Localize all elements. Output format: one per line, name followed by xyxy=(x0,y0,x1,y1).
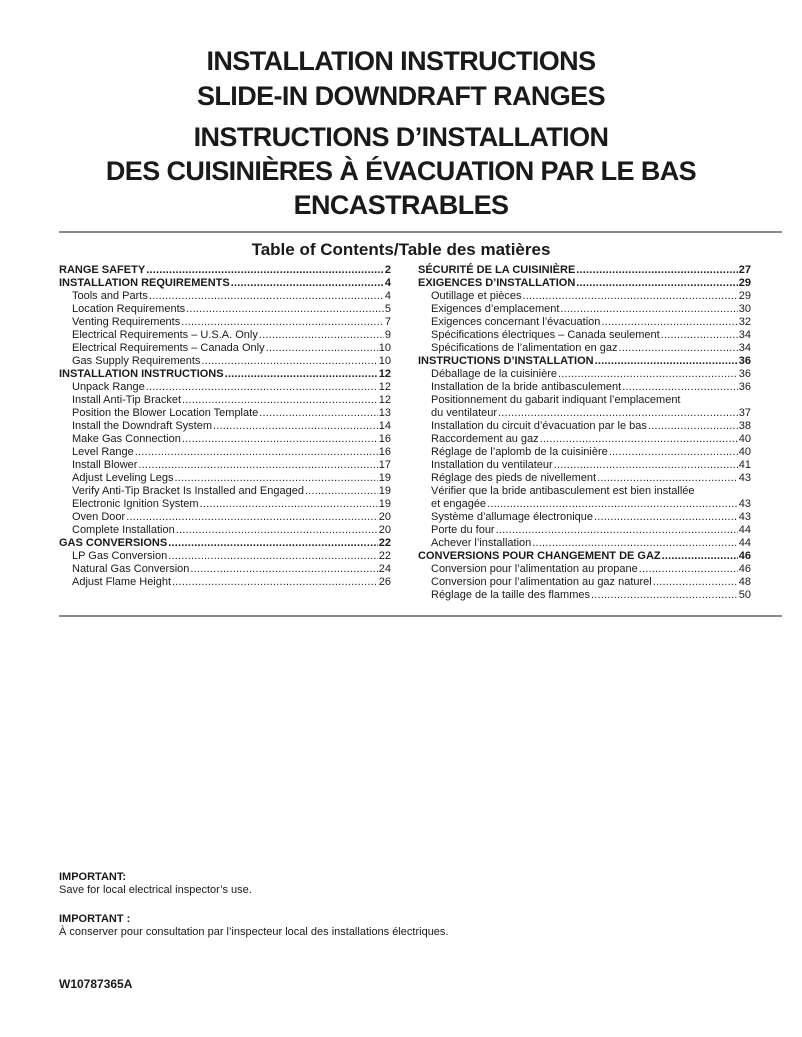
toc-page-number: 30 xyxy=(738,303,751,315)
toc-page-number: 19 xyxy=(378,472,391,484)
toc-dot-leader xyxy=(201,355,377,368)
toc-entry xyxy=(418,472,751,485)
toc-page-number: 13 xyxy=(378,407,391,419)
toc-entry-title: Spécifications électriques – Canada seulement xyxy=(431,329,660,341)
toc-section-entry xyxy=(418,355,751,368)
toc-entry-title: Système d’allumage électronique xyxy=(431,511,594,523)
toc-entry xyxy=(59,563,391,576)
toc-dot-leader xyxy=(126,511,378,524)
toc-entry-title: Electrical Requirements – U.S.A. Only xyxy=(72,329,258,341)
toc-page-number: 36 xyxy=(738,355,751,367)
toc-entry xyxy=(59,407,391,420)
toc-entry xyxy=(418,459,751,472)
important-text-fr: À conserver pour consultation par l’inspecteur local des installations électriques. xyxy=(59,926,449,938)
toc-dot-leader xyxy=(135,446,378,459)
toc-dot-leader xyxy=(225,368,378,381)
toc-page-number: 4 xyxy=(384,277,391,289)
toc-page-number: 50 xyxy=(738,589,751,601)
toc-entry xyxy=(418,381,751,394)
toc-page-number: 20 xyxy=(378,511,391,523)
toc-entry xyxy=(418,537,751,550)
title-block xyxy=(0,44,802,222)
toc-entry-title: Achever l’installation xyxy=(431,537,532,549)
toc-entry-title: Position the Blower Location Template xyxy=(72,407,259,419)
toc-page-number: 22 xyxy=(378,537,391,549)
toc-dot-leader xyxy=(554,459,738,472)
toc-dot-leader xyxy=(175,472,378,485)
toc-entry xyxy=(59,381,391,394)
toc-entry-title: Gas Supply Requirements xyxy=(72,355,201,367)
toc-dot-leader xyxy=(213,420,378,433)
toc-section-entry xyxy=(418,550,751,563)
english-title xyxy=(0,44,802,114)
top-divider xyxy=(59,231,782,233)
toc-entry xyxy=(59,355,391,368)
title-fr-line-2: DES CUISINIÈRES À ÉVACUATION PAR LE BAS xyxy=(105,156,697,186)
toc-section-entry xyxy=(59,277,391,290)
toc-section-entry xyxy=(59,264,391,277)
toc-dot-leader xyxy=(662,550,738,563)
toc-entry xyxy=(418,316,751,329)
toc-entry xyxy=(418,290,751,303)
toc-dot-leader xyxy=(146,264,384,277)
toc-dot-leader xyxy=(619,342,738,355)
toc-dot-leader xyxy=(172,576,378,589)
toc-page-number: 36 xyxy=(738,368,751,380)
toc-entry xyxy=(418,433,751,446)
toc-dot-leader xyxy=(498,407,738,420)
toc-dot-leader xyxy=(532,537,737,550)
toc-dot-leader xyxy=(259,407,377,420)
toc-entry-title: Natural Gas Conversion xyxy=(72,563,190,575)
toc-entry-title: Conversion pour l’alimentation au gaz naturel xyxy=(431,576,652,588)
title-en-line-1: INSTALLATION INSTRUCTIONS xyxy=(206,46,596,76)
toc-page-number: 43 xyxy=(738,498,751,510)
toc-dot-leader xyxy=(168,537,378,550)
toc-entry xyxy=(59,446,391,459)
toc-entry xyxy=(59,303,391,316)
important-label-fr: IMPORTANT : xyxy=(59,913,131,925)
toc-column-english xyxy=(59,264,391,589)
toc-entry xyxy=(418,342,751,355)
toc-page-number: 9 xyxy=(384,329,391,341)
toc-dot-leader xyxy=(639,563,738,576)
toc-column-french xyxy=(418,264,751,602)
toc-dot-leader xyxy=(190,563,377,576)
toc-page-number: 10 xyxy=(378,355,391,367)
toc-entry-title: Install the Downdraft System xyxy=(72,420,213,432)
toc-entry xyxy=(418,576,751,589)
toc-entry-title: Install Blower xyxy=(72,459,138,471)
toc-dot-leader xyxy=(595,355,738,368)
toc-entry-title: LP Gas Conversion xyxy=(72,550,168,562)
toc-page-number: 48 xyxy=(738,576,751,588)
toc-entry xyxy=(418,563,751,576)
toc-dot-leader xyxy=(609,446,738,459)
toc-entry xyxy=(418,303,751,316)
toc-page-number: 40 xyxy=(738,433,751,445)
toc-entry xyxy=(59,498,391,511)
toc-dot-leader xyxy=(597,472,738,485)
toc-entry-title: Outillage et pièces xyxy=(431,290,522,302)
toc-entry xyxy=(59,329,391,342)
toc-dot-leader xyxy=(594,511,738,524)
toc-section-entry xyxy=(59,537,391,550)
toc-entry-title: Réglage de l’aplomb de la cuisinière xyxy=(431,446,608,458)
toc-page-number: 46 xyxy=(738,550,751,562)
toc-entry xyxy=(59,433,391,446)
toc-page-number: 29 xyxy=(738,290,751,302)
toc-page-number: 4 xyxy=(384,290,391,302)
toc-dot-leader xyxy=(200,498,378,511)
toc-dot-leader xyxy=(576,277,737,290)
toc-page-number: 19 xyxy=(378,498,391,510)
toc-page-number: 32 xyxy=(738,316,751,328)
toc-dot-leader xyxy=(259,329,384,342)
toc-entry-title: INSTALLATION REQUIREMENTS xyxy=(59,277,230,289)
toc-entry xyxy=(59,420,391,433)
toc-entry-title: Déballage de la cuisinière xyxy=(431,368,557,380)
document-number: W10787365A xyxy=(59,977,133,991)
toc-page-number: 36 xyxy=(738,381,751,393)
toc-entry-title: Spécifications de l’alimentation en gaz xyxy=(431,342,618,354)
toc-entry-title: Make Gas Connection xyxy=(72,433,181,445)
toc-entry-title: Exigences concernant l’évacuation xyxy=(431,316,601,328)
toc-entry-title: Adjust Leveling Legs xyxy=(72,472,174,484)
toc-page-number: 46 xyxy=(738,563,751,575)
toc-dot-leader xyxy=(138,459,377,472)
toc-dot-leader xyxy=(601,316,737,329)
toc-entry-title: SÉCURITÉ DE LA CUISINIÈRE xyxy=(418,264,576,276)
important-label-en: IMPORTANT: xyxy=(59,871,127,883)
toc-page-number: 16 xyxy=(378,446,391,458)
toc-page-number: 7 xyxy=(384,316,391,328)
toc-section-entry xyxy=(418,264,751,277)
toc-entry-title: GAS CONVERSIONS xyxy=(59,537,168,549)
toc-dot-leader xyxy=(168,550,378,563)
toc-entry-title: Electronic Ignition System xyxy=(72,498,199,510)
toc-entry xyxy=(418,420,751,433)
toc-page-number: 24 xyxy=(378,563,391,575)
title-fr-line-3: ENCASTRABLES xyxy=(293,190,509,220)
toc-entry-title: Electrical Requirements – Canada Only xyxy=(72,342,265,354)
toc-page-number: 27 xyxy=(738,264,751,276)
toc-dot-leader xyxy=(558,368,738,381)
bottom-divider xyxy=(59,615,782,617)
toc-entry-title-continued: du ventilateur xyxy=(431,407,498,419)
toc-entry xyxy=(418,498,751,511)
french-title xyxy=(0,120,802,222)
toc-entry xyxy=(418,407,751,420)
toc-dot-leader xyxy=(661,329,738,342)
title-fr-line-1: INSTRUCTIONS D’INSTALLATION xyxy=(193,122,609,152)
toc-dot-leader xyxy=(648,420,738,433)
toc-page-number: 16 xyxy=(378,433,391,445)
toc-heading: Table of Contents/Table des matières xyxy=(251,240,551,259)
toc-entry xyxy=(418,589,751,602)
toc-entry-title: Porte du four xyxy=(431,524,495,536)
toc-page-number: 34 xyxy=(738,342,751,354)
toc-entry-title: Install Anti-Tip Bracket xyxy=(72,394,182,406)
toc-entry-title: INSTRUCTIONS D’INSTALLATION xyxy=(418,355,594,367)
toc-page-number: 26 xyxy=(378,576,391,588)
toc-page-number: 12 xyxy=(378,381,391,393)
toc-entry-title-continued: et engagée xyxy=(431,498,487,510)
toc-dot-leader xyxy=(146,381,378,394)
toc-page-number: 19 xyxy=(378,485,391,497)
toc-page-number: 44 xyxy=(738,537,751,549)
toc-page-number: 34 xyxy=(738,329,751,341)
toc-entry-title: Exigences d’emplacement xyxy=(431,303,560,315)
toc-entry-title: Complete Installation xyxy=(72,524,175,536)
important-notes xyxy=(59,871,449,939)
toc-entry-title: Unpack Range xyxy=(72,381,145,393)
toc-page-number: 12 xyxy=(378,368,391,380)
toc-page-number: 40 xyxy=(738,446,751,458)
toc-page-number: 12 xyxy=(378,394,391,406)
toc-page-number: 10 xyxy=(378,342,391,354)
toc-page-number: 41 xyxy=(738,459,751,471)
toc-dot-leader xyxy=(591,589,738,602)
toc-dot-leader xyxy=(149,290,384,303)
toc-page-number: 43 xyxy=(738,511,751,523)
toc-entry-title: RANGE SAFETY xyxy=(59,264,146,276)
toc-entry-title: Raccordement au gaz xyxy=(431,433,539,445)
toc-dot-leader xyxy=(576,264,737,277)
toc-entry xyxy=(59,472,391,485)
toc-entry-title: Installation du ventilateur xyxy=(431,459,553,471)
toc-entry xyxy=(59,485,391,498)
toc-page-number: 37 xyxy=(738,407,751,419)
toc-dot-leader xyxy=(181,316,384,329)
toc-entry xyxy=(59,524,391,537)
toc-dot-leader xyxy=(560,303,737,316)
toc-dot-leader xyxy=(186,303,384,316)
toc-dot-leader xyxy=(487,498,738,511)
title-en-line-2: SLIDE-IN DOWNDRAFT RANGES xyxy=(197,81,605,111)
toc-entry-title: Venting Requirements xyxy=(72,316,181,328)
toc-entry xyxy=(418,368,751,381)
toc-entry-title: Installation du circuit d’évacuation par le bas xyxy=(431,420,647,432)
toc-page-number: 22 xyxy=(378,550,391,562)
toc-page-number: 38 xyxy=(738,420,751,432)
toc-page-number: 43 xyxy=(738,472,751,484)
important-text-en: Save for local electrical inspector’s use. xyxy=(59,884,252,896)
toc-dot-leader xyxy=(231,277,384,290)
toc-entry-title: Adjust Flame Height xyxy=(72,576,172,588)
toc-entry xyxy=(418,511,751,524)
toc-entry-title: Positionnement du gabarit indiquant l’emplacement xyxy=(431,394,681,406)
toc-entry xyxy=(59,316,391,329)
toc-entry-title: Vérifier que la bride antibasculement est bien installée xyxy=(431,485,695,497)
toc-entry-title: INSTALLATION INSTRUCTIONS xyxy=(59,368,224,380)
toc-entry-title: Réglage de la taille des flammes xyxy=(431,589,590,601)
toc-entry xyxy=(59,511,391,524)
toc-entry-title: Location Requirements xyxy=(72,303,186,315)
toc-page-number: 2 xyxy=(384,264,391,276)
toc-entry xyxy=(59,550,391,563)
toc-dot-leader xyxy=(622,381,738,394)
toc-entry-title: Oven Door xyxy=(72,511,126,523)
toc-dot-leader xyxy=(266,342,378,355)
toc-entry xyxy=(59,576,391,589)
toc-dot-leader xyxy=(523,290,738,303)
toc-entry-title: Level Range xyxy=(72,446,134,458)
toc-entry xyxy=(418,446,751,459)
toc-entry-title: CONVERSIONS POUR CHANGEMENT DE GAZ xyxy=(418,550,661,562)
toc-dot-leader xyxy=(653,576,738,589)
toc-entry-title: Installation de la bride antibasculement xyxy=(431,381,622,393)
toc-entry-title: Tools and Parts xyxy=(72,290,148,302)
toc-page-number: 29 xyxy=(738,277,751,289)
toc-entry-title: EXIGENCES D’INSTALLATION xyxy=(418,277,576,289)
toc-dot-leader xyxy=(176,524,378,537)
toc-entry-title: Verify Anti-Tip Bracket Is Installed and Engaged xyxy=(72,485,304,497)
toc-section-entry xyxy=(418,277,751,290)
toc-dot-leader xyxy=(540,433,738,446)
toc-entry xyxy=(59,394,391,407)
toc-entry xyxy=(418,524,751,537)
toc-dot-leader xyxy=(496,524,738,537)
toc-section-entry xyxy=(59,368,391,381)
toc-page-number: 20 xyxy=(378,524,391,536)
toc-page-number: 14 xyxy=(378,420,391,432)
toc-dot-leader xyxy=(305,485,378,498)
toc-entry xyxy=(418,329,751,342)
toc-page-number: 5 xyxy=(384,303,391,315)
toc-entry xyxy=(59,342,391,355)
toc-dot-leader xyxy=(182,433,378,446)
toc-entry xyxy=(59,459,391,472)
toc-entry-title: Réglage des pieds de nivellement xyxy=(431,472,597,484)
toc-dot-leader xyxy=(182,394,378,407)
toc-page-number: 17 xyxy=(378,459,391,471)
toc-page-number: 44 xyxy=(738,524,751,536)
toc-entry xyxy=(59,290,391,303)
toc-entry-title: Conversion pour l’alimentation au propane xyxy=(431,563,638,575)
